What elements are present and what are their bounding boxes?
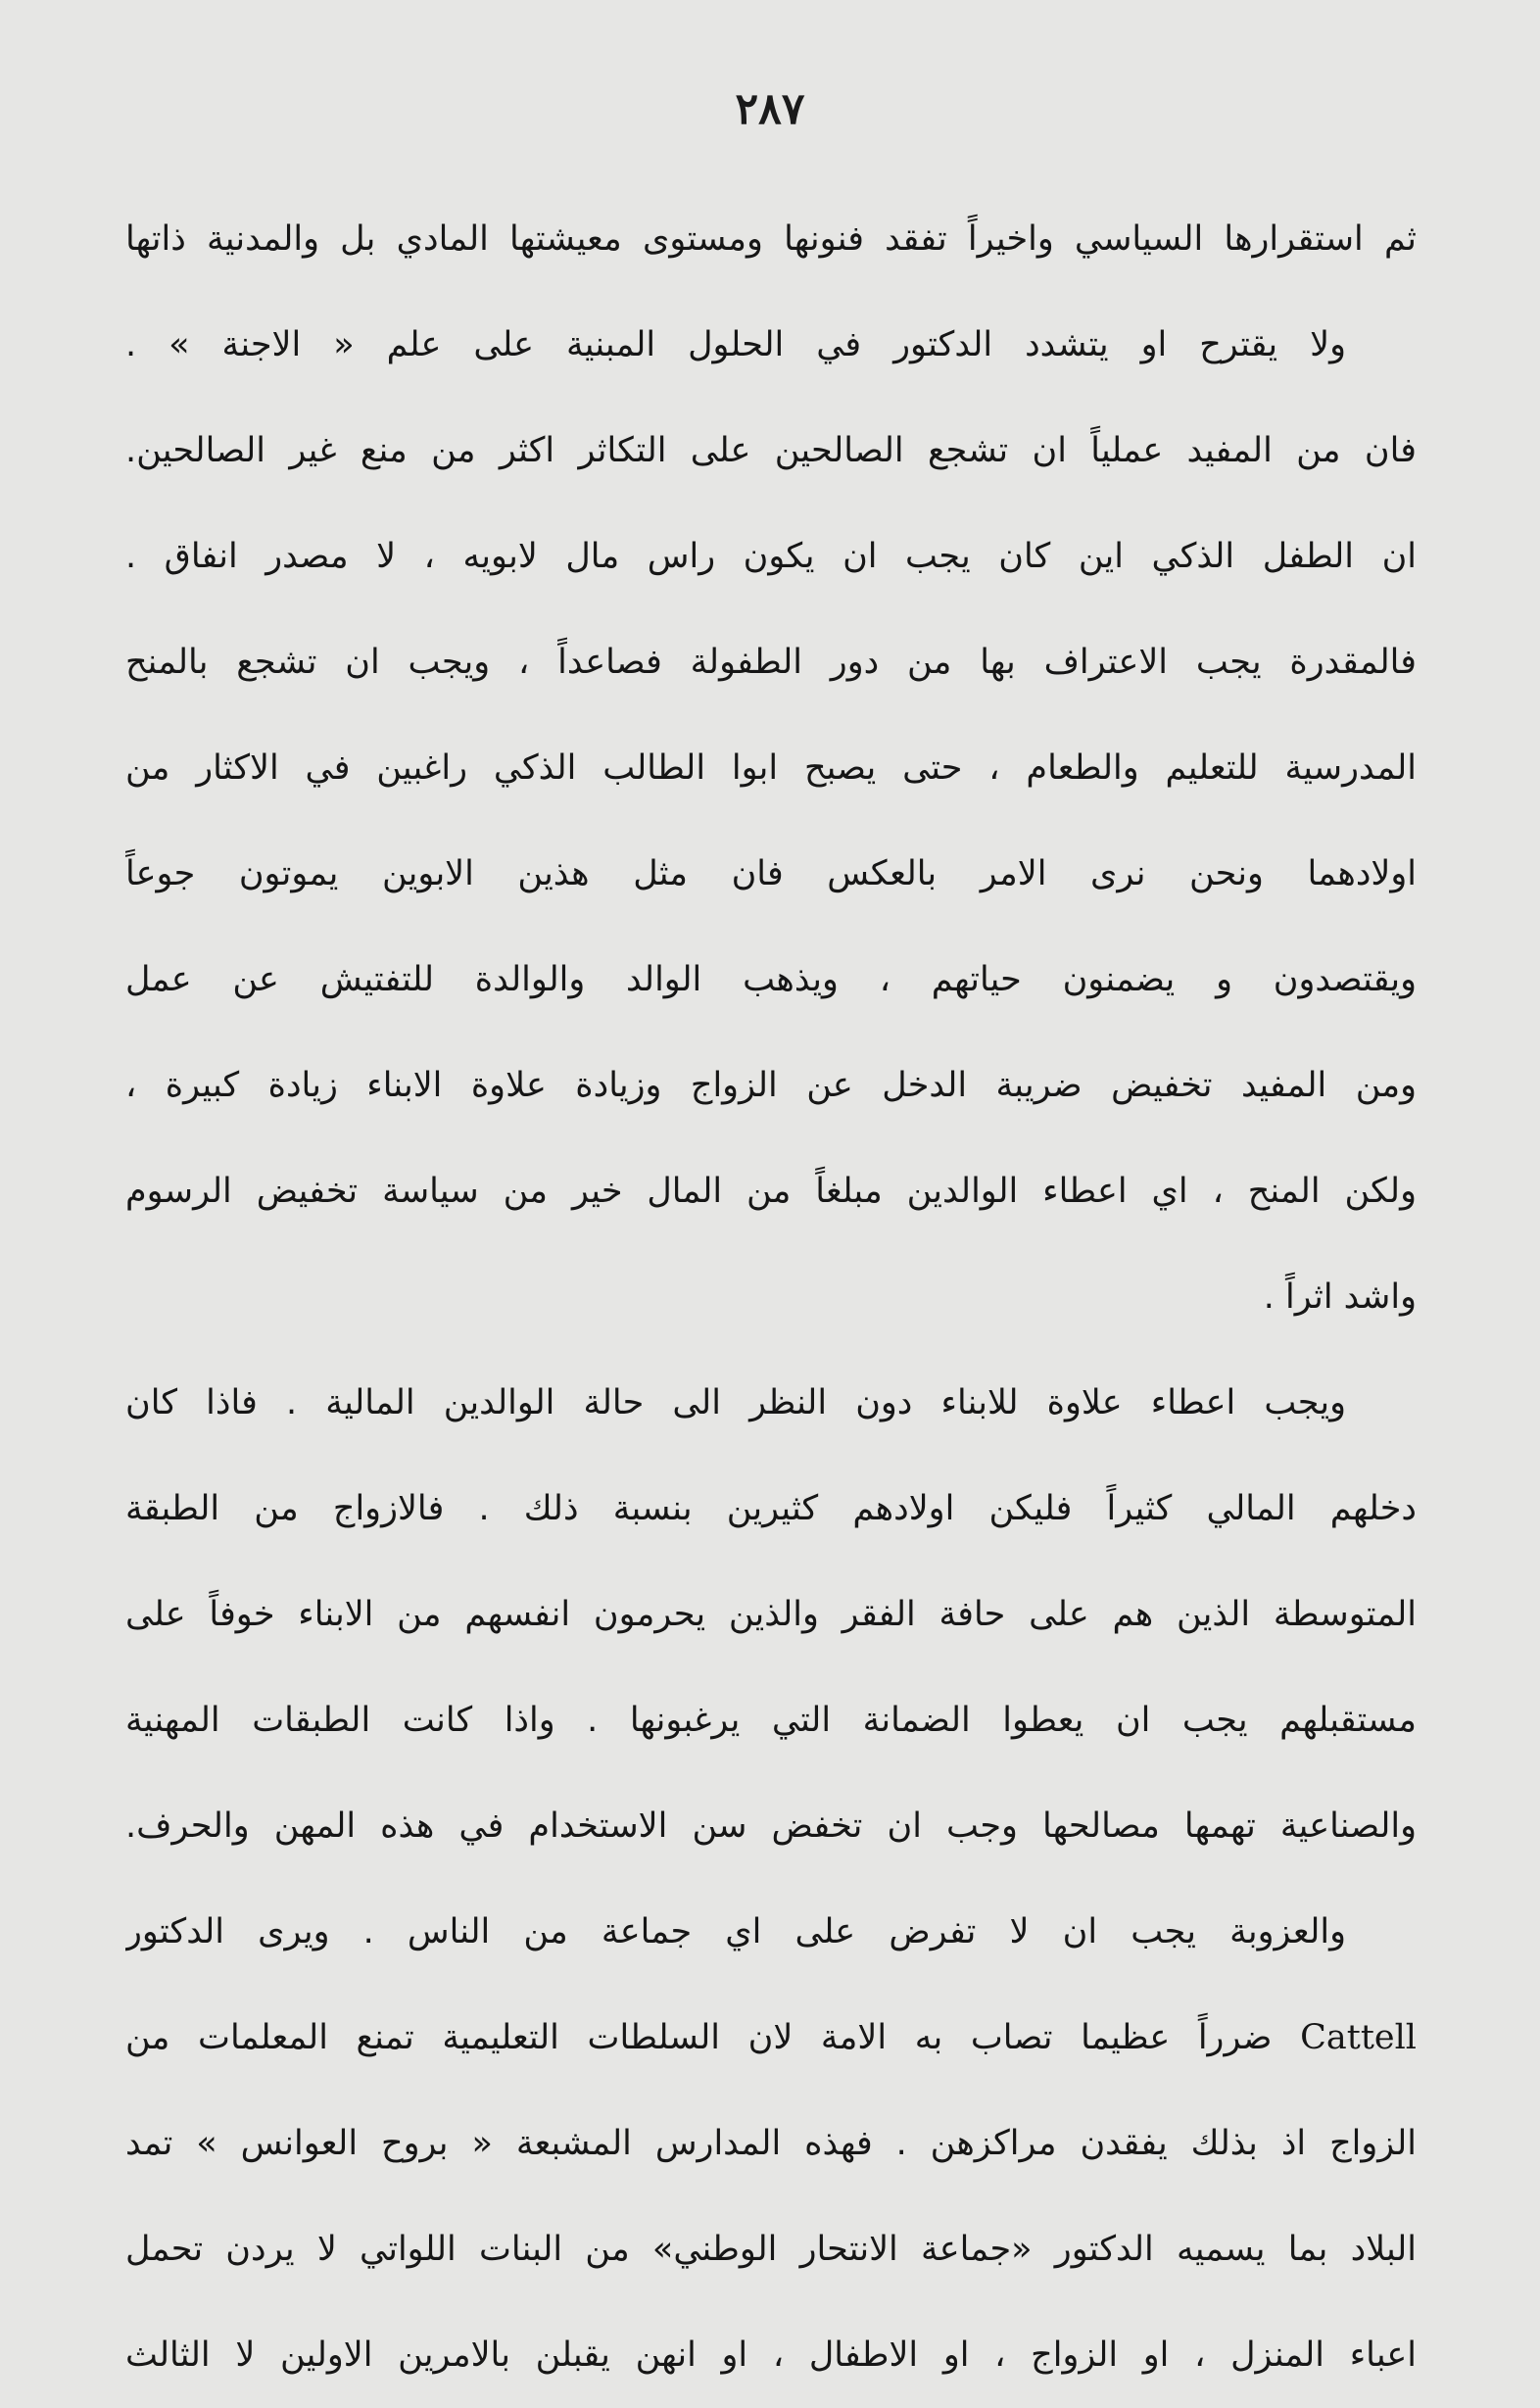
text-line: ومن المفيد تخفيض ضريبة الدخل عن الزواج وزيادة علاوة الابناء زيادة كبيرة ، bbox=[125, 1066, 1417, 1105]
text-line: والعزوبة يجب ان لا تفرض على اي جماعة من الناس . ويرى الدكتور bbox=[125, 1912, 1346, 1951]
text-line: ويقتصدون و يضمنون حياتهم ، ويذهب الوالد والوالدة للتفتيش عن عمل bbox=[125, 960, 1417, 999]
text-line: دخلهم المالي كثيراً فليكن اولادهم كثيرين بنسبة ذلك . فالازواج من الطبقة bbox=[125, 1489, 1417, 1528]
text-line: مستقبلهم يجب ان يعطوا الضمانة التي يرغبونها . واذا كانت الطبقات المهنية bbox=[125, 1701, 1417, 1740]
text-line: اولادهما ونحن نرى الامر بالعكس فان مثل هذين الابوين يموتون جوعاً bbox=[125, 854, 1417, 893]
text-line: ويجب اعطاء علاوة للابناء دون النظر الى حالة الوالدين المالية . فاذا كان bbox=[125, 1383, 1346, 1422]
text-line: والصناعية تهمها مصالحها وجب ان تخفض سن الاستخدام في هذه المهن والحرف. bbox=[125, 1806, 1417, 1846]
text-line: فالمقدرة يجب الاعتراف بها من دور الطفولة فصاعداً ، ويجب ان تشجع بالمنح bbox=[125, 643, 1417, 682]
text-line: واشد اثراً . bbox=[1263, 1277, 1417, 1317]
latin-name: Cattell bbox=[1300, 2018, 1417, 2057]
page-number: ٢٨٧ bbox=[735, 84, 805, 134]
text-line: فان من المفيد عملياً ان تشجع الصالحين على التكاثر اكثر من منع غير الصالحين. bbox=[125, 431, 1417, 470]
text-line: ولكن المنح ، اي اعطاء الوالدين مبلغاً من المال خير من سياسة تخفيض الرسوم bbox=[125, 1172, 1417, 1211]
text-line: المتوسطة الذين هم على حافة الفقر والذين يحرمون انفسهم من الابناء خوفاً على bbox=[125, 1595, 1417, 1634]
text-line: ان الطفل الذكي اين كان يجب ان يكون راس مال لابويه ، لا مصدر انفاق . bbox=[125, 537, 1417, 576]
text-line: ولا يقترح او يتشدد الدكتور في الحلول المبنية على علم « الاجنة » . bbox=[125, 325, 1346, 364]
text-line: المدرسية للتعليم والطعام ، حتى يصبح ابوا الطالب الذكي راغبين في الاكثار من bbox=[125, 748, 1417, 788]
text-line: اعباء المنزل ، او الزواج ، او الاطفال ، او انهن يقبلن بالامرين الاولين لا الثالث bbox=[125, 2336, 1417, 2375]
text-line: ثم استقرارها السياسي واخيراً تفقد فنونها ومستوى معيشتها المادي بل والمدنية ذاتها bbox=[125, 219, 1417, 259]
text-line: الزواج اذ بذلك يفقدن مراكزهن . فهذه المدارس المشبعة « بروح العوانس » تمد bbox=[125, 2124, 1417, 2163]
body-text bbox=[125, 186, 1417, 2408]
text-line-arabic: ضرراً عظيما تصاب به الامة لان السلطات التعليمية تمنع المعلمات من bbox=[125, 2018, 1273, 2057]
text-line: البلاد بما يسميه الدكتور «جماعة الانتحار الوطني» من البنات اللواتي لا يردن تحمل bbox=[125, 2230, 1417, 2269]
text-line-with-latin bbox=[125, 1985, 1417, 2091]
